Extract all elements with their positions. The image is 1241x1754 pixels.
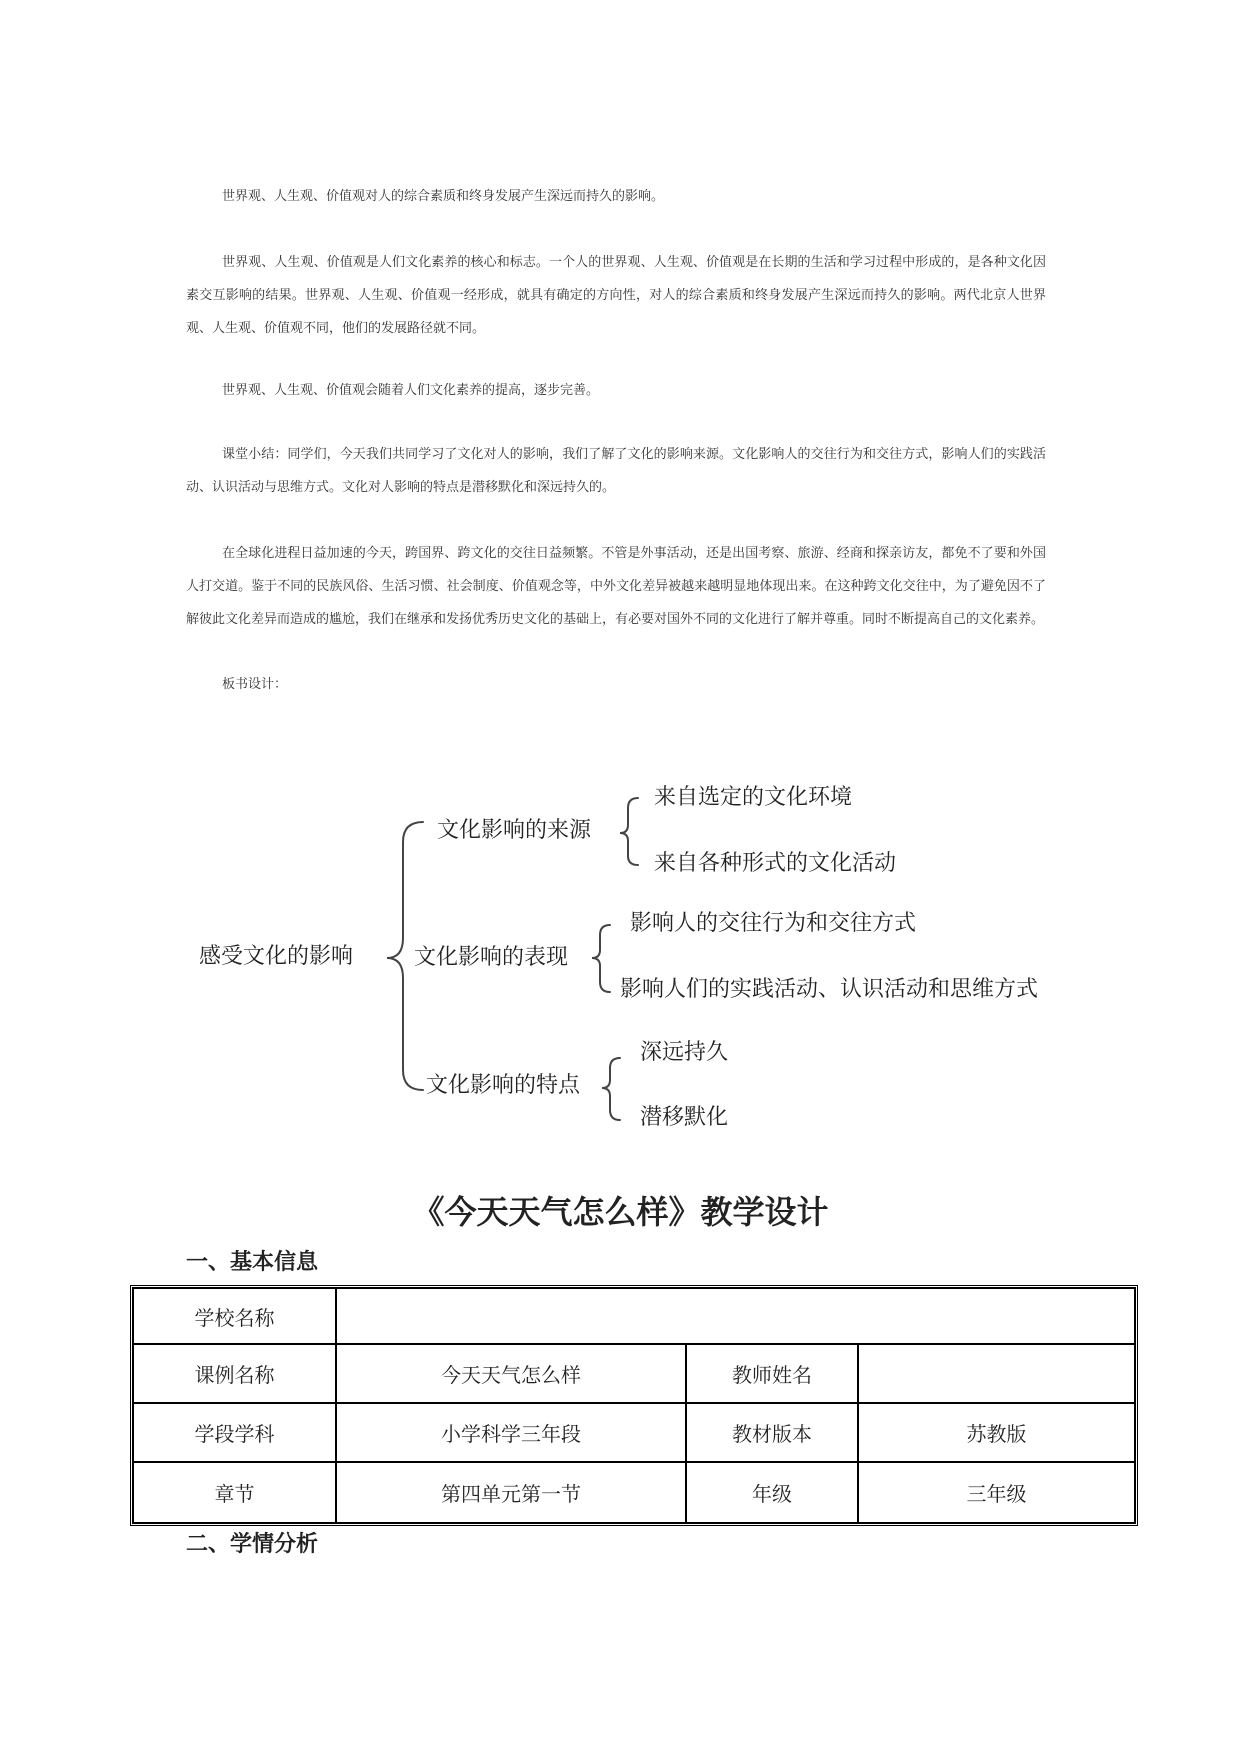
table-cell: 年级 <box>686 1462 858 1523</box>
diagram-root-label: 感受文化的影响 <box>199 944 354 969</box>
table-cell: 苏教版 <box>858 1403 1135 1462</box>
diagram-item-source-2: 来自各种形式的文化活动 <box>654 851 897 876</box>
paragraph-3: 世界观、人生观、价值观会随着人们文化素养的提高，逐步完善。 <box>222 383 600 398</box>
paragraph-1: 世界观、人生观、价值观对人的综合素质和终身发展产生深远而持久的影响。 <box>222 189 665 204</box>
board-design-label: 板书设计： <box>222 677 288 692</box>
diagram-item-manifest-2: 影响人们的实践活动、认识活动和思维方式 <box>620 977 1039 1002</box>
diagram-item-manifest-1: 影响人的交往行为和交往方式 <box>630 911 917 936</box>
school-name-value <box>336 1288 1135 1344</box>
section-heading-basic-info: 一、基本信息 <box>186 1250 319 1275</box>
table-cell: 今天天气怎么样 <box>336 1344 686 1403</box>
basic-info-table <box>130 1285 1138 1526</box>
table-row <box>133 1288 1135 1344</box>
board-design-diagram <box>180 770 1060 1150</box>
diagram-branch-manifest: 文化影响的表现 <box>414 945 569 970</box>
diagram-item-feature-2: 潜移默化 <box>640 1105 729 1130</box>
paragraph-globalization: 在全球化进程日益加速的今天，跨国界、跨文化的交往日益频繁。不管是外事活动，还是出国考察、旅游、经商和探亲访友，都免不了要和外国人打交道。鉴于不同的民族风俗、生活习惯、社会制度、价值观念等，中外文化差异被越来越明显地体现出来。在这种跨文化交往中，为了避免因不了解彼此文化差异而造成的尴尬，我们在继承和发扬优秀历史文化的基础上，有必要对国外不同的文化进行了解并尊重。同时不断提高自己的文化素养。 <box>186 546 1046 627</box>
paragraph-summary: 课堂小结：同学们，今天我们共同学习了文化对人的影响，我们了解了文化的影响来源。文化影响人的交往行为和交往方式，影响人们的实践活动、认识活动与思维方式。文化对人影响的特点是潜移默化和深远持久的。 <box>186 447 1046 495</box>
table-cell: 教师姓名 <box>686 1344 858 1403</box>
diagram-branch-source: 文化影响的来源 <box>437 818 592 843</box>
table-cell: 三年级 <box>858 1462 1135 1523</box>
table-cell: 第四单元第一节 <box>336 1462 686 1523</box>
table-cell: 学段学科 <box>133 1403 336 1462</box>
table-cell <box>858 1344 1135 1403</box>
table-row <box>133 1462 1135 1523</box>
document-title: 《今天天气怎么样》教学设计 <box>412 1193 829 1231</box>
diagram-item-source-1: 来自选定的文化环境 <box>654 785 853 810</box>
table-cell: 教材版本 <box>686 1403 858 1462</box>
diagram-item-feature-1: 深远持久 <box>640 1040 729 1065</box>
school-name-label: 学校名称 <box>133 1288 336 1344</box>
paragraph-2: 世界观、人生观、价值观是人们文化素养的核心和标志。一个人的世界观、人生观、价值观是在长期的生活和学习过程中形成的，是各种文化因素交互影响的结果。世界观、人生观、价值观一经形成，就具有确定的方向性，对人的综合素质和终身发展产生深远而持久的影响。两代北京人世界观、人生观、价值观不同，他们的发展路径就不同。 <box>186 255 1046 336</box>
table-cell: 章节 <box>133 1462 336 1523</box>
table-row <box>133 1403 1135 1462</box>
table-cell: 小学科学三年段 <box>336 1403 686 1462</box>
table-row <box>133 1344 1135 1403</box>
diagram-branch-feature: 文化影响的特点 <box>426 1073 581 1098</box>
section-heading-analysis: 二、学情分析 <box>186 1532 319 1557</box>
table-cell: 课例名称 <box>133 1344 336 1403</box>
